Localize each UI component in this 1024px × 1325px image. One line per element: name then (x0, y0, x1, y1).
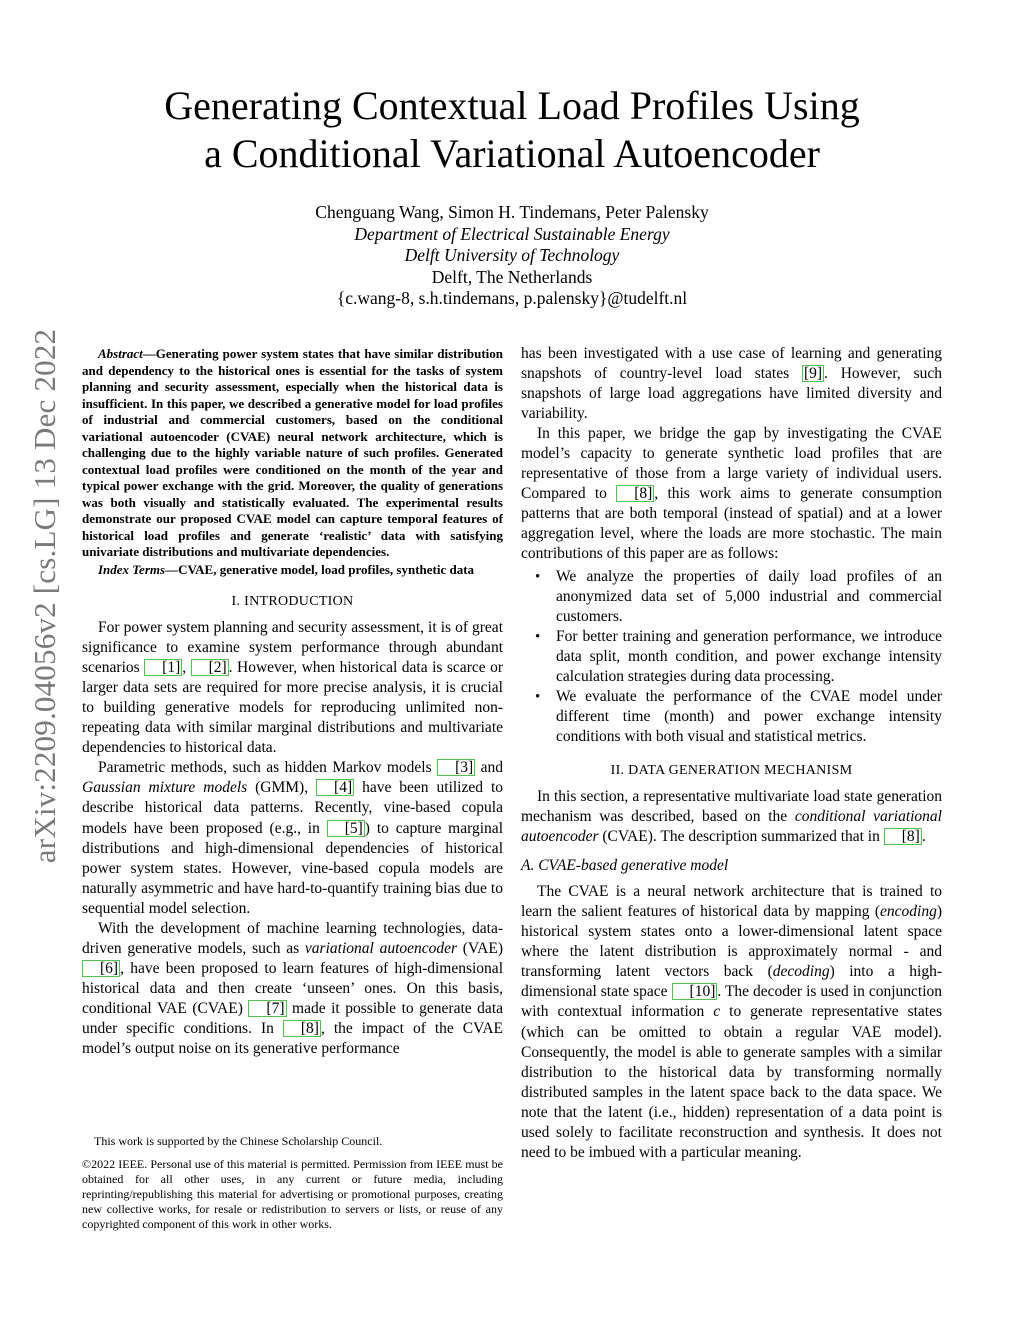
author-university: Delft University of Technology (404, 245, 620, 265)
arxiv-stamp-text: arXiv:2209.04056v2 [cs.LG] 13 Dec 2022 (27, 328, 62, 864)
intro-paragraph-1: For power system planning and security assessment, it is of great significance to examine system performance through abundant scenarios [1] , [2] . However, when historical data is scarce or larger data sets are required for more precise analysis, it is crucial to building generative models for reproducing unlimited non-repeating data with similar marginal distributions and multivariate dependencies to historical data. (82, 619, 504, 757)
author-names: Chenguang Wang, Simon H. Tindemans, Peter Palensky (315, 202, 709, 222)
author-department: Department of Electrical Sustainable Energy (354, 223, 670, 244)
right-column (521, 344, 942, 1163)
index-terms-label: Index Terms (98, 561, 166, 577)
contribution-item: • We evaluate the performance of the CVAE model under different time (month) and power exchange intensity conditions with both visual and statistical metrics. (521, 687, 942, 747)
contributions-list (521, 567, 942, 747)
citation-link[interactable]: [5] (327, 820, 365, 837)
intro-paragraph-2: Parametric methods, such as hidden Markov models [3] and Gaussian mixture models (GMM), [4] have been utilized to describe historical data patterns. Recently, vine-based copula models have been proposed (e.g., in [5] ) to capture marginal distributions and high-dimensional dependencies of historical power system states. However, vine-based copula models are naturally asymmetric and have hard-to-quantify training bias due to sequential model selection. (82, 759, 504, 917)
citation-link[interactable]: [8] (884, 828, 922, 845)
paper-title (100, 82, 924, 178)
copyright-notice: ©2022 IEEE. Personal use of this material is permitted. Permission from IEEE must be obtained for all other uses, in any current or future media, including reprinting/republishing this material for advertising or promotional purposes, creating new collective works, for resale or redistribution to servers or lists, or reuse of any copyrighted component of this work in other works. (82, 1157, 503, 1231)
contribution-item: • We analyze the properties of daily load profiles of an anonymized data set of 5,000 industrial and commercial customers. (521, 567, 942, 627)
arxiv-stamp (29, 0, 61, 1325)
title-line-2: a Conditional Variational Autoencoder (204, 131, 820, 176)
index-terms-text: —CVAE, generative model, load profiles, synthetic data (165, 561, 475, 577)
citation-link[interactable]: [9] (803, 365, 823, 383)
citation-link[interactable]: [1] (144, 659, 182, 676)
citation-link[interactable]: [4] (316, 779, 354, 796)
contribution-item: • For better training and generation performance, we introduce data split, month condition, and power exchange intensity calculation strategies during data processing. (521, 627, 942, 687)
footnotes (82, 1134, 503, 1232)
citation-link[interactable]: [10] (672, 983, 718, 1000)
author-emails: {c.wang-8, s.h.tindemans, p.palensky}@tudelft.nl (336, 288, 688, 308)
citation-link[interactable]: [8] (616, 485, 654, 502)
citation-link[interactable]: [8] (283, 1020, 321, 1037)
author-location: Delft, The Netherlands (431, 266, 593, 287)
citation-link[interactable]: [2] (191, 659, 229, 676)
funding-footnote: This work is supported by the Chinese Scholarship Council. (94, 1134, 383, 1148)
title-line-1: Generating Contextual Load Profiles Using (164, 83, 860, 128)
abstract (82, 346, 503, 561)
section-heading-introduction: I. INTRODUCTION (231, 594, 354, 609)
citation-link[interactable]: [3] (437, 759, 475, 776)
index-terms (82, 562, 503, 579)
intro-paragraph-3-continued: has been investigated with a use case of learning and generating snapshots of country-level load states [9] . However, such snapshots of large load aggregations have limited diversity and variability. (521, 345, 942, 423)
abstract-label: Abstract (98, 346, 143, 361)
abstract-text: —Generating power system states that have similar distribution and dependency to the historical ones is essential for the tasks of system planning and security assessment, especially when the historical data is insufficient. In this paper, we described a generative model for load profiles of industrial and commercial customers, based on the conditional variational autoencoder (CVAE) neural network architecture, which is challenging due to the highly variable nature of such profiles. Generated contextual load profiles were conditioned on the month of the year and typical power exchange with the grid. Moreover, the quality of generations was both visually and statistically evaluated. The experimental results demonstrate our proposed CVAE model can capture temporal features of historical load profiles and generate ‘realistic’ data with satisfying univariate distributions and multivariate dependencies. (82, 346, 503, 559)
left-column (82, 346, 503, 1059)
intro-paragraph-3: With the development of machine learning technologies, data-driven generative models, such as variational autoencoder (VAE) [6] , have been proposed to learn features of high-dimensional historical data and then create ‘unseen’ ones. On this basis, conditional VAE (CVAE) [7] made it possible to generate data under specific conditions. In [8] , the impact of the CVAE model’s output noise on its generative performance (82, 919, 503, 1058)
citation-link[interactable]: [6] (82, 960, 120, 977)
subsection-heading-cvae: A. CVAE-based generative model (521, 857, 729, 875)
author-block (200, 202, 824, 310)
intro-paragraph-4: In this paper, we bridge the gap by investigating the CVAE model’s capacity to generate synthetic load profiles that are representative of those from a large variety of individual users. Compared to [8] , this work aims to generate consumption patterns that are both temporal (instead of spatial) and at a lower aggregation level, where the loads are more stochastic. The main contributions of this paper are as follows: (521, 425, 943, 563)
section2-paragraph-1: In this section, a representative multivariate load state generation mechanism was described, based on the conditional variational autoencoder (CVAE). The description summarized that in [8] . (521, 787, 942, 846)
section-heading-data-generation: II. DATA GENERATION MECHANISM (610, 762, 853, 778)
section2-paragraph-2: The CVAE is a neural network architecture that is trained to learn the salient features of historical data by mapping (encoding) historical system states onto a lower-dimensional latent space where the latent distribution is approximately normal - and transforming latent vectors back (decoding) into a high-dimensional state space [10] . The decoder is used in conjunction with contextual information c to generate representative states (which can be omitted to obtain a regular VAE model). Consequently, the model is able to generate samples with a similar distribution to the historical data by transforming normally distributed samples in the latent space back to the data space. We note that the latent (i.e., hidden) representation of a data point is used solely to facilitate reconstruction and synthesis. It does not need to be imbued with a particular meaning. (521, 883, 943, 1161)
citation-link[interactable]: [7] (248, 1000, 286, 1017)
